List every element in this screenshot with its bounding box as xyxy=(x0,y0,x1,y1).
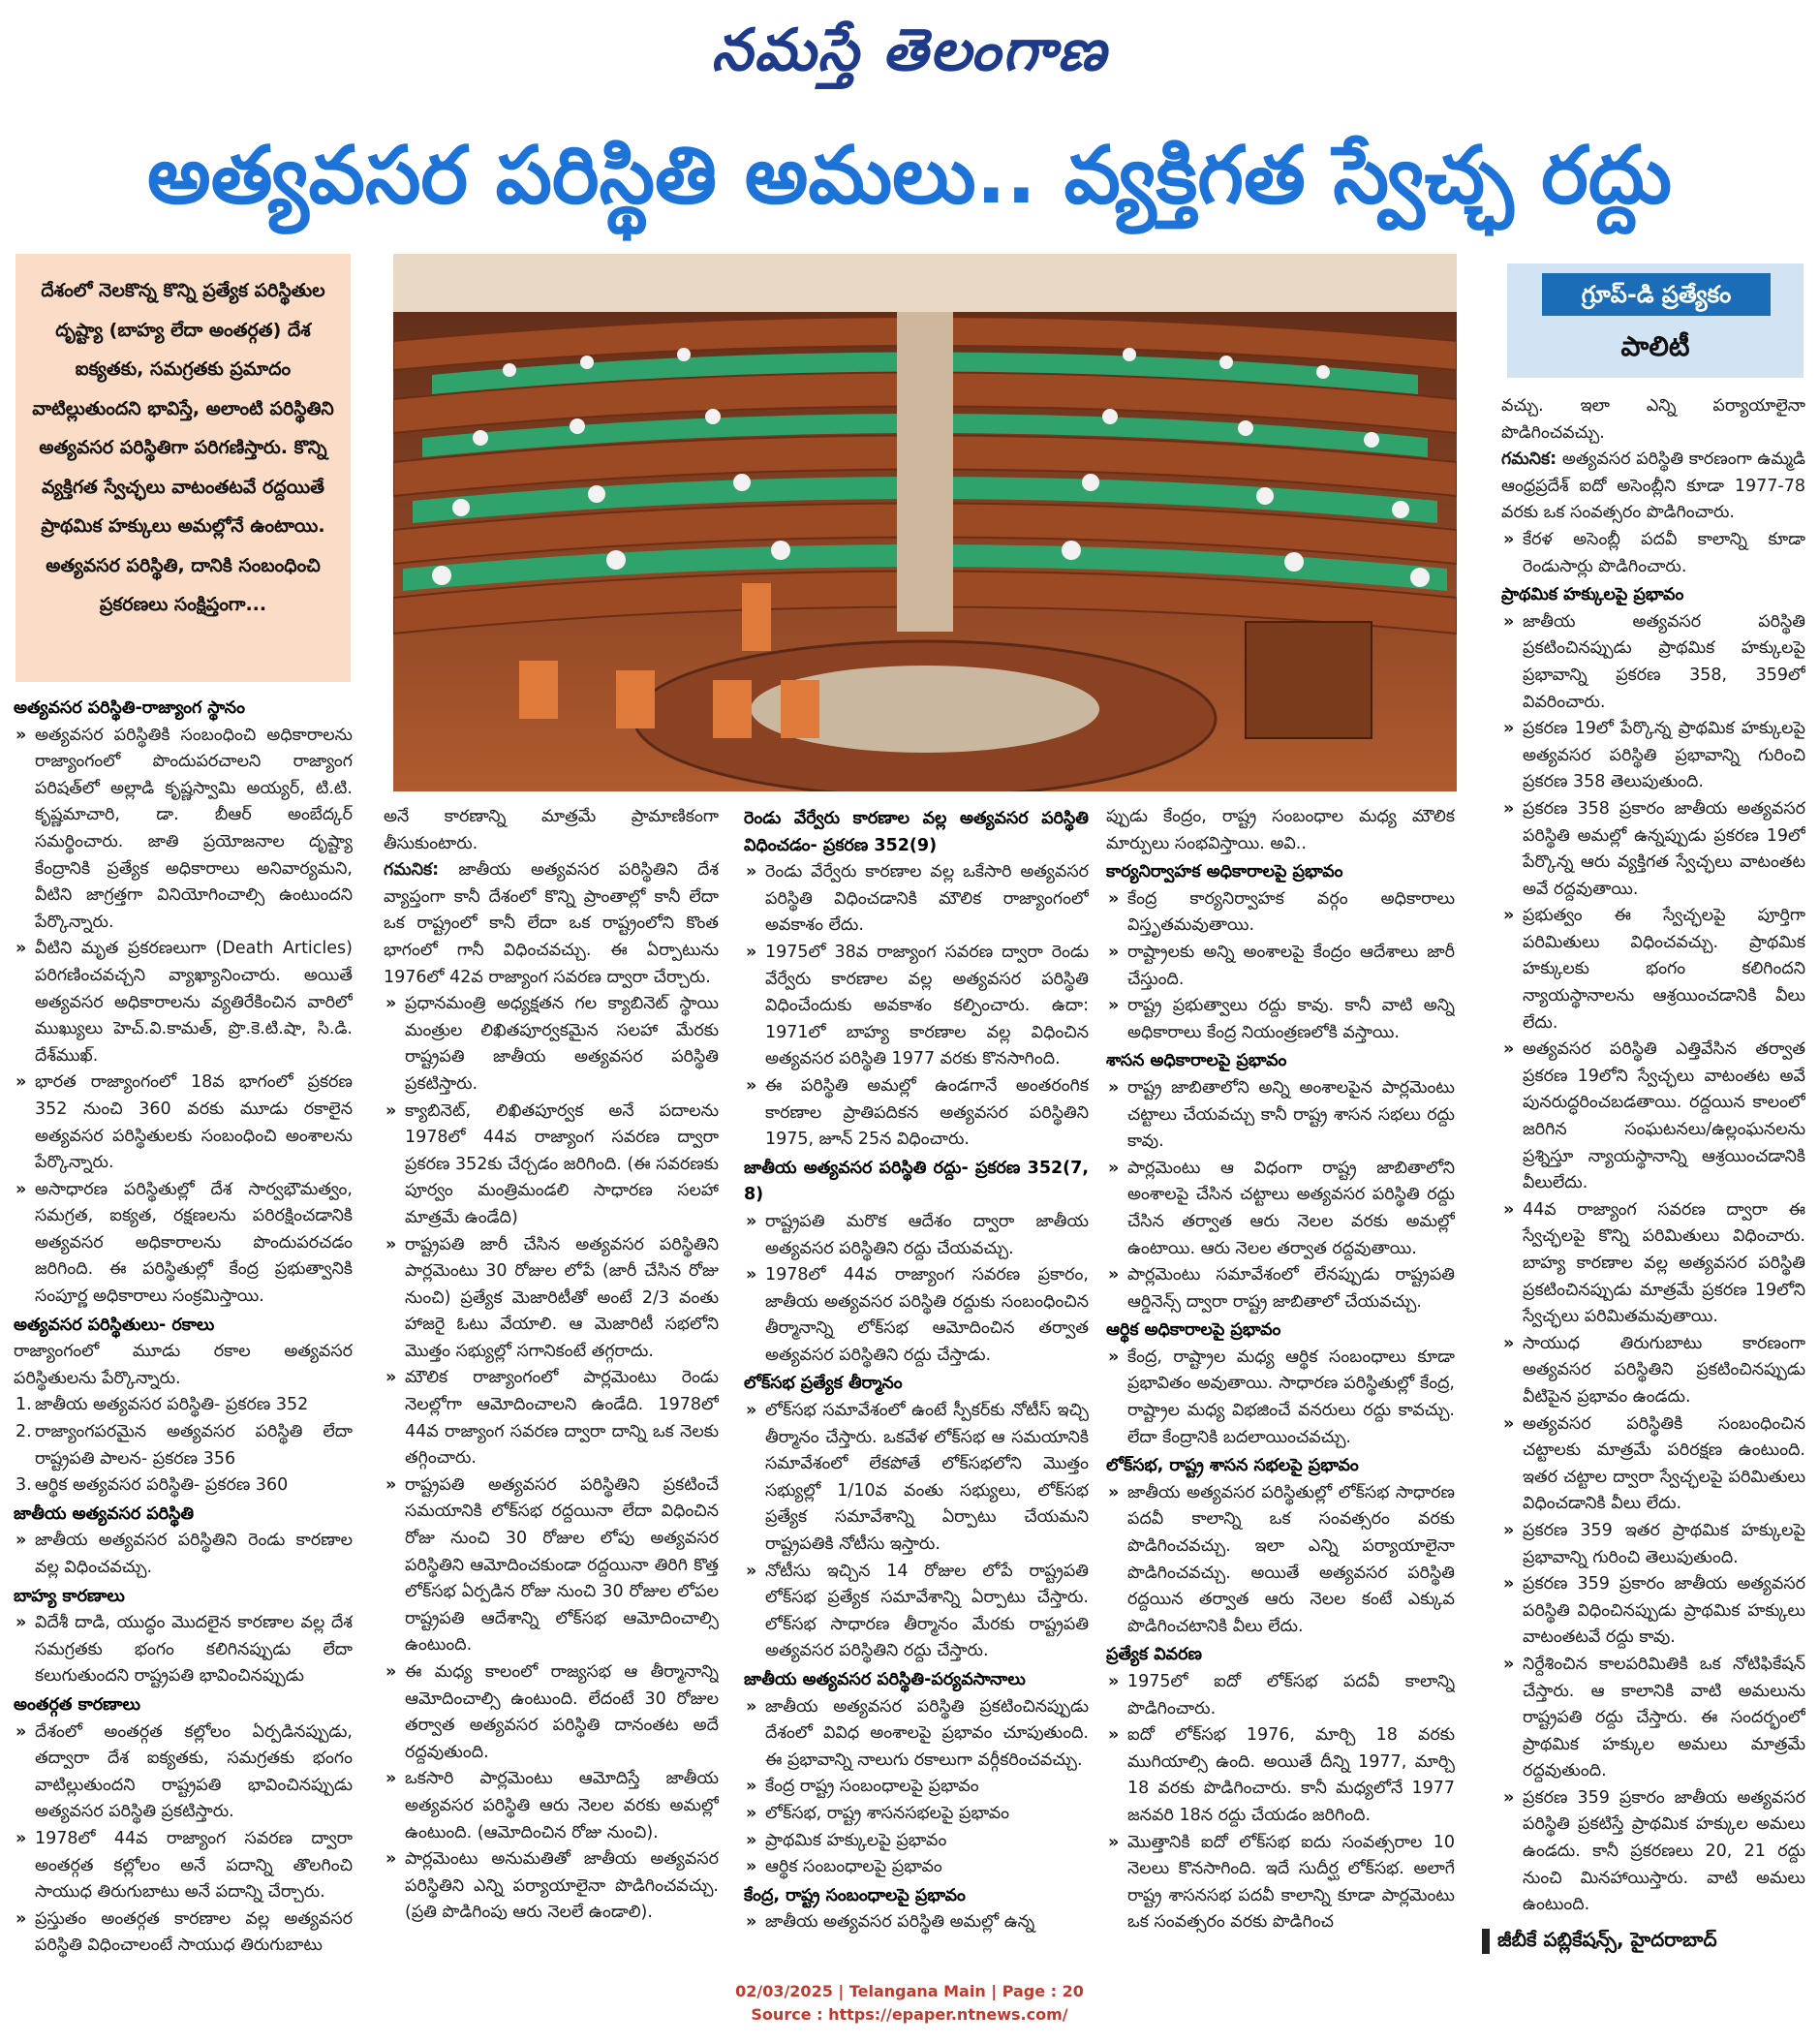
section-heading: రెండు వేర్వేరు కారణాల వల్ల అత్యవసర పరిస్థితి విధించడం- ప్రకరణ 352(9) xyxy=(744,809,1089,855)
parliament-chamber-image xyxy=(393,254,1457,791)
edition-info: 02/03/2025 | Telangana Main | Page : 20 xyxy=(735,1982,1084,2000)
bullet-paragraph: » రాష్ట్రాలకు అన్ని అంశాలపై కేంద్రం ఆదేశాలు జారీ చేస్తుంది. xyxy=(1106,940,1455,993)
bullet-paragraph: » భారత రాజ్యాంగంలో 18వ భాగంలో ప్రకరణ 352 నుంచి 360 వరకు మూడు రకాలైన అత్యవసర పరిస్థితులకు సంబంధించి అంశాలను పేర్కొన్నారు. xyxy=(14,1069,353,1176)
bullet-paragraph: » జాతీయ అత్యవసర పరిస్థితిని రెండు కారణాల వల్ల విధించవచ్చు. xyxy=(14,1528,353,1581)
section-heading: లోక్‌సభ ప్రత్యేక తీర్మానం xyxy=(744,1374,903,1394)
numbered-item xyxy=(14,1472,353,1500)
section-heading: ఆర్థిక అధికారాలపై ప్రభావం xyxy=(1106,1320,1281,1341)
item-number: 2. xyxy=(15,1422,32,1442)
numbered-item xyxy=(14,1419,353,1472)
bullet-paragraph: » ప్రభుత్వం ఈ స్వేచ్ఛలపై పూర్తిగా పరిమితులు విధించవచ్చు. ప్రాథమిక హక్కులకు భంగం కలిగిందని న్యాయస్థానాలను ఆశ్రయించడానికి వీలు లేదు. xyxy=(1501,903,1805,1037)
bullet-paragraph: » ప్రాథమిక హక్కులపై ప్రభావం xyxy=(744,1828,1089,1855)
section-subject-label: పాలిటీ xyxy=(1620,330,1690,362)
item-text: ఆర్థిక అత్యవసర పరిస్థితి- ప్రకరణ 360 xyxy=(35,1475,289,1496)
bullet-paragraph: » ఈ మధ్య కాలంలో రాజ్యసభ ఆ తీర్మానాన్ని ఆమోదించాల్సి ఉంటుంది. లేదంటే 30 రోజుల తర్వాత అత్యవసర పరిస్థితి దానంతట అదే రద్దవుతుంది. xyxy=(384,1659,719,1766)
bullet-paragraph: » ప్రకరణ 358 ప్రకారం జాతీయ అత్యవసర పరిస్థితి అమల్లో ఉన్నప్పుడు ప్రకరణ 19లో పేర్కొన్న ఆరు వ్యక్తిగత స్వేచ్ఛలు వాటంతట అవే రద్దవుతాయి. xyxy=(1501,796,1805,903)
bullet-paragraph: » ఐదో లోక్‌సభ 1976, మార్చి 18 వరకు ముగియాల్సి ఉంది. అయితే దీన్ని 1977, మార్చి 18 వరకు పొడిగించారు. కానీ మధ్యలోనే 1977 జనవరి 18న రద్దు చేయడం జరిగింది. xyxy=(1106,1722,1455,1829)
text-column-1 xyxy=(14,694,353,1977)
bullet-paragraph: » 1975లో ఐదో లోక్‌సభ పదవీ కాలాన్ని పొడిగించారు. xyxy=(1106,1669,1455,1722)
parliament-photo xyxy=(393,254,1457,791)
numbered-item xyxy=(14,1392,353,1419)
bullet-paragraph: » క్యాబినెట్, లిఖితపూర్వక అనే పదాలను 1978లో 44వ రాజ్యాంగ సవరణ ద్వారా ప్రకరణ 352కు చేర్చడం జరిగింది. (ఈ సవరణకు పూర్వం మంత్రిమండలి సాధారణ సలహా మాత్రమే ఉండేది) xyxy=(384,1099,719,1232)
bullet-paragraph: » రాష్ట్రపతి మరొక ఆదేశం ద్వారా జాతీయ అత్యవసర పరిస్థితిని రద్దు చేయవచ్చు. xyxy=(744,1209,1089,1262)
bullet-paragraph: » సాయుధ తిరుగుబాటు కారణంగా అత్యవసర పరిస్థితిని ప్రకటించినప్పుడు వీటిపైన ప్రభావం ఉండదు. xyxy=(1501,1331,1805,1411)
section-heading: కార్యనిర్వాహక అధికారాలపై ప్రభావం xyxy=(1106,862,1343,883)
text-column-4 xyxy=(1106,804,1455,1977)
bullet-paragraph: » ప్రకరణ 359 ప్రకారం జాతీయ అత్యవసర పరిస్థితి ప్రకటిస్తే ప్రాథమిక హక్కుల అమలు ఉండదు. కానీ ప్రకరణలు 20, 21 రద్దు నుంచి మినహాయిస్తారు. వాటి అమలు ఉంటుంది. xyxy=(1501,1785,1805,1916)
item-text: రాజ్యాంగపరమైన అత్యవసర పరిస్థితి లేదా రాష్ట్రపతి పాలన- ప్రకరణ 356 xyxy=(35,1422,353,1469)
section-heading: అంతర్గత కారణాలు xyxy=(14,1694,140,1715)
note-text: జాతీయ అత్యవసర పరిస్థితిని దేశ వ్యాప్తంగా కానీ దేశంలో కొన్ని ప్రాంతాల్లో కానీ లేదా ఒక రాష్ట్రంలో కానీ లేదా ఒక రాష్ట్రంలోని కొంత భాగంలో గానీ విధించవచ్చు. ఈ ఏర్పాటును 1976లో 42వ రాజ్యాంగ సవరణ ద్వారా చేర్చారు. xyxy=(384,860,719,987)
bullet-paragraph: » నిర్దేశించిన కాలపరిమితికి ఒక నోటిఫికేషన్ చేస్తారు. ఆ కాలానికి వాటి అమలును రాష్ట్రపతి రద్దు చేస్తారు. ఈ సందర్భంలో ప్రాథమిక హక్కుల అమలు మాత్రమే రద్దవుతుంది. xyxy=(1501,1652,1805,1785)
section-heading: అత్యవసర పరిస్థితి-రాజ్యాంగ స్థానం xyxy=(14,698,245,718)
bullet-paragraph: » ఈ పరిస్థితి అమల్లో ఉండగానే అంతరంగిక కారణాల ప్రాతిపదికన అత్యవసర పరిస్థితిని 1975, జూన్ 25న విధించారు. xyxy=(744,1073,1089,1154)
bullet-paragraph: » రాష్ట్ర ప్రభుత్వాలు రద్దు కావు. కానీ వాటి అన్ని అధికారాలు కేంద్ర నియంత్రణలోకి వస్తాయి. xyxy=(1106,993,1455,1046)
bullet-paragraph: » జాతీయ అత్యవసర పరిస్థితి అమల్లో ఉన్న xyxy=(744,1909,1089,1936)
bullet-paragraph: » మౌలిక రాజ్యాంగంలో పార్లమెంటు రెండు నెలల్లోగా ఆమోదించాలని ఉండేది. 1978లో 44వ రాజ్యాంగ సవరణ ద్వారా దాన్ని ఒక నెలకు తగ్గించారు. xyxy=(384,1365,719,1471)
bullet-paragraph: » రాష్ట్రపతి అత్యవసర పరిస్థితిని ప్రకటించే సమయానికి లోక్‌సభ రద్దయినా లేదా విధించిన రోజు నుంచి 30 రోజుల లోపు అత్యవసర పరిస్థితిని ఆమోదించకుండా రద్దయినా తిరిగి కొత్త లోక్‌సభ ఏర్పడిన రోజు నుంచి 30 రోజుల లోపల రాష్ట్రపతి ఆదేశాన్ని లోక్‌సభ ఆమోదించాల్సి ఉంటుంది. xyxy=(384,1472,719,1659)
credit-bar-icon xyxy=(1482,1929,1490,1954)
section-heading: ప్రత్యేక వివరణ xyxy=(1106,1645,1202,1665)
newspaper-masthead: నమస్తే తెలంగాణ xyxy=(711,16,1108,84)
bullet-paragraph: » కేంద్ర కార్యనిర్వాహక వర్గం అధికారాలు విస్తృతమవుతాయి. xyxy=(1106,886,1455,940)
bullet-paragraph: » అత్యవసర పరిస్థితి ఎత్తివేసిన తర్వాత ప్రకరణ 19లోని స్వేచ్ఛలు వాటంతట అవే పునరుద్ధరించబడతాయి. రద్దయిన కాలంలో జరిగిన సంఘటనలు/ఉల్లంఘనలను ప్రశ్నిస్తూ న్యాయస్థానాన్ని ఆశ్రయించడానికి వీలులేదు. xyxy=(1501,1037,1805,1197)
bullet-paragraph: » ఆర్థిక సంబంధాలపై ప్రభావం xyxy=(744,1854,1089,1881)
bullet-paragraph: » ప్రకరణ 359 ప్రకారం జాతీయ అత్యవసర పరిస్థితి విధించినప్పుడు ప్రాథమిక హక్కులు వాటంతటవే రద్దు కావు. xyxy=(1501,1571,1805,1652)
section-heading: జాతీయ అత్యవసర పరిస్థితి రద్దు- ప్రకరణ 352(7, 8) xyxy=(744,1158,1089,1205)
item-number: 1. xyxy=(15,1395,32,1415)
section-heading: జాతీయ అత్యవసర పరిస్థితి-పర్యవసానాలు xyxy=(744,1670,1026,1689)
note-paragraph xyxy=(384,857,719,991)
bullet-paragraph: » నోటీసు ఇచ్చిన 14 రోజుల లోపే రాష్ట్రపతి లోక్‌సభ ప్రత్యేక సమావేశాన్ని ఏర్పాటు చేస్తారు. లోక్‌సభ సాధారణ తీర్మానం మేరకు రాష్ట్రపతి అత్యవసర పరిస్థితిని రద్దు చేస్తారు. xyxy=(744,1559,1089,1665)
bullet-paragraph: » ప్రకరణ 359 ఇతర ప్రాథమిక హక్కులపై ప్రభావాన్ని గురించి తెలుపుతుంది. xyxy=(1501,1518,1805,1571)
bullet-paragraph: » కేంద్ర, రాష్ట్రాల మధ్య ఆర్థిక సంబంధాలు కూడా ప్రభావితం అవుతాయి. సాధారణ పరిస్థితుల్లో కేంద్ర, రాష్ట్రాల మధ్య విభజించే వనరులు రద్దు కావచ్చు. లేదా కేంద్రానికి బదలాయించవచ్చు. xyxy=(1106,1345,1455,1451)
note-label: గమనిక: xyxy=(384,860,440,881)
bullet-paragraph: » ప్రస్తుతం అంతర్గత కారణాల వల్ల అత్యవసర పరిస్థితి విధించాలంటే సాయుధ తిరుగుబాటు xyxy=(14,1906,353,1960)
bullet-paragraph: » ఒకసారి పార్లమెంటు ఆమోదిస్తే జాతీయ అత్యవసర పరిస్థితి ఆరు నెలల వరకు అమల్లో ఉంటుంది. (ఆమోదించిన రోజు నుంచి). xyxy=(384,1766,719,1846)
item-text: జాతీయ అత్యవసర పరిస్థితి- ప్రకరణ 352 xyxy=(35,1395,309,1415)
section-heading: బాహ్య కారణాలు xyxy=(14,1586,125,1606)
credit-text: జీబీకే పబ్లికేషన్స్, హైదరాబాద్ xyxy=(1497,1928,1717,1951)
text-column-2 xyxy=(384,804,719,1977)
bullet-paragraph: » 1978లో 44వ రాజ్యాంగ సవరణ ప్రకారం, జాతీయ అత్యవసర పరిస్థితి రద్దుకు సంబంధించిన తీర్మానాన్ని లోక్‌సభ ఆమోదించిన తర్వాత అత్యవసర పరిస్థితిని రద్దు చేస్తాడు. xyxy=(744,1262,1089,1369)
item-number: 3. xyxy=(15,1475,32,1496)
bullet-paragraph: » జాతీయ అత్యవసర పరిస్థితుల్లో లోక్‌సభ సాధారణ పదవీ కాలాన్ని ఒక సంవత్సరం వరకు పొడిగించవచ్చు. ఇలా ఎన్ని పర్యాయాలైనా పొడిగించవచ్చు. అయితే అత్యవసర పరిస్థితి రద్దయిన తర్వాత ఆరు నెలల కంటే ఎక్కువ పొడిగించటానికి వీలు లేదు. xyxy=(1106,1480,1455,1641)
bullet-paragraph: » వీటిని మృత ప్రకరణలుగా (Death Articles) పరిగణించవచ్చని వ్యాఖ్యానించారు. అయితే అత్యవసర అధికారాలను వ్యతిరేకించిన వారిలో ముఖ్యులు హెచ్.వి.కామత్, ప్రొ.కె.టి.షా, సి.డి. దేశ్‌ముఖ్. xyxy=(14,936,353,1069)
bullet-paragraph: » అత్యవసర పరిస్థితికి సంబంధించిన చట్టాలకు మాత్రమే పరిరక్షణ ఉంటుంది. ఇతర చట్టాల ద్వారా స్వేచ్ఛలపై పరిమితులు విధించడానికి వీలు లేదు. xyxy=(1501,1411,1805,1518)
article-headline: అత్యవసర పరిస్థితి అమలు.. వ్యక్తిగత స్వేచ్ఛ రద్దు xyxy=(146,130,1673,222)
note-label: గమనిక: xyxy=(1501,449,1557,470)
bullet-paragraph: » రాష్ట్ర జాబితాలోని అన్ని అంశాలపైన పార్లమెంటు చట్టాలు చేయవచ్చు కానీ రాష్ట్ర శాసన సభలు రద్దు కావు. xyxy=(1106,1075,1455,1156)
bullet-paragraph: » కేరళ అసెంబ్లీ పదవీ కాలాన్ని కూడా రెండుసార్లు పొడిగించారు. xyxy=(1501,527,1805,580)
bullet-paragraph: » 1978లో 44వ రాజ్యాంగ సవరణ ద్వారా అంతర్గత కల్లోలం అనే పదాన్ని తొలగించి సాయుధ తిరుగుబాటు అనే పదాన్ని చేర్చారు. xyxy=(14,1826,353,1906)
bullet-paragraph: » మొత్తానికి ఐదో లోక్‌సభ ఐదు సంవత్సరాల 10 నెలలు కొనసాగింది. ఇదే సుదీర్ఘ లోక్‌సభ. అలాగే రాష్ట్ర శాసనసభ పదవీ కాలాన్ని కూడా పార్లమెంటు ఒక సంవత్సరం వరకు పొడిగించ xyxy=(1106,1830,1455,1936)
section-tag-label: గ్రూప్-డి ప్రత్యేకం xyxy=(1542,273,1771,316)
bullet-paragraph: » లోక్‌సభ, రాష్ట్ర శాసనసభలపై ప్రభావం xyxy=(744,1801,1089,1828)
bullet-paragraph: » దేశంలో అంతర్గత కల్లోలం ఏర్పడినప్పుడు, తద్వారా దేశ ఐక్యతకు, సమగ్రతకు భంగం వాటిల్లుతుందని రాష్ట్రపతి భావించినప్పుడు అత్యవసర పరిస్థితి ప్రకటిస్తారు. xyxy=(14,1719,353,1826)
paragraph: రాజ్యాంగంలో మూడు రకాల అత్యవసర పరిస్థితులను పేర్కొన్నారు. xyxy=(14,1342,353,1388)
page-footer xyxy=(0,1980,1819,2036)
section-heading: కేంద్ర, రాష్ట్ర సంబంధాలపై ప్రభావం xyxy=(744,1885,966,1905)
section-tag-box xyxy=(1507,263,1804,378)
paragraph: అనే కారణాన్ని మాత్రమే ప్రామాణికంగా తీసుకుంటారు. xyxy=(384,807,719,853)
paragraph: వచ్చు. ఇలా ఎన్ని పర్యాయాలైనా పొడిగించవచ్చు. xyxy=(1501,396,1805,443)
bullet-paragraph: » 1975లో 38వ రాజ్యాంగ సవరణ ద్వారా రెండు వేర్వేరు కారణాల వల్ల అత్యవసర పరిస్థితి విధించేందుకు అవకాశం కల్పించారు. ఉదా: 1971లో బాహ్య కారణాల వల్ల విధించిన అత్యవసర పరిస్థితి 1977 వరకు కొనసాగింది. xyxy=(744,940,1089,1073)
bullet-paragraph: » అసాధారణ పరిస్థితుల్లో దేశ సార్వభౌమత్వం, సమగ్రత, ఐక్యత, రక్షణలను పరిరక్షించడానికి అత్యవసర అధికారాలను పొందుపరచడం జరిగింది. ఈ పరిస్థితుల్లో కేంద్ర ప్రభుత్వానికి సంపూర్ణ అధికారాలు సంక్రమిస్తాయి. xyxy=(14,1177,353,1311)
bullet-paragraph: » ప్రధానమంత్రి అధ్యక్షతన గల క్యాబినెట్ స్థాయి మంత్రుల లిఖితపూర్వకమైన సలహా మేరకు రాష్ట్రపతి జాతీయ అత్యవసర పరిస్థితి ప్రకటిస్తారు. xyxy=(384,991,719,1098)
section-heading: లోక్‌సభ, రాష్ట్ర శాసన సభలపై ప్రభావం xyxy=(1106,1456,1359,1476)
bullet-paragraph: » రెండు వేర్వేరు కారణాల వల్ల ఒకేసారి అత్యవసర పరిస్థితి విధించడానికి మౌలిక రాజ్యాంగంలో అవకాశం లేదు. xyxy=(744,859,1089,940)
bullet-paragraph: » జాతీయ అత్యవసర పరిస్థితి ప్రకటించినప్పుడు ప్రాథమిక హక్కులపై ప్రభావాన్ని ప్రకరణ 358, 359లో వివరించారు. xyxy=(1501,609,1805,716)
section-heading: శాసన అధికారాలపై ప్రభావం xyxy=(1106,1051,1287,1071)
author-credit xyxy=(1482,1922,1782,1957)
bullet-paragraph: » రాష్ట్రపతి జారీ చేసిన అత్యవసర పరిస్థితిని పార్లమెంటు 30 రోజుల లోపే (జారీ చేసిన రోజు నుంచి) ప్రత్యేక మెజారిటీతో అంటే 2/3 వంతు హాజరై ఓటు వేయాలి. ఆ మెజారిటీ సభలోని మొత్తం సభ్యుల్లో సగానికంటే తగ్గరాదు. xyxy=(384,1232,719,1366)
bullet-paragraph: » పార్లమెంటు ఆ విధంగా రాష్ట్ర జాబితాలోని అంశాలపై చేసిన చట్టాలు అత్యవసర పరిస్థితి రద్దు చేసిన తర్వాత ఆరు నెలల వరకు అమల్లో ఉంటాయి. ఆరు నెలల తర్వాత రద్దవుతాయి. xyxy=(1106,1156,1455,1262)
text-column-5 xyxy=(1501,393,1805,1916)
bullet-paragraph: » పార్లమెంటు సమావేశంలో లేనప్పుడు రాష్ట్రపతి ఆర్డినెన్స్ ద్వారా రాష్ట్ర జాబితాలో చేయవచ్చు. xyxy=(1106,1262,1455,1316)
intro-box: దేశంలో నెలకొన్న కొన్ని ప్రత్యేక పరిస్థితుల దృష్ట్యా (బాహ్య లేదా అంతర్గత) దేశ ఐక్యతకు, సమగ్రతకు ప్రమాదం వాటిల్లుతుందని భావిస్తే, అలాంటి పరిస్థితిని అత్యవసర పరిస్థితిగా పరిగణిస్తారు. కొన్ని వ్యక్తిగత స్వేచ్ఛలు వాటంతటవే రద్దయితే ప్రాథమిక హక్కులు అమల్లోనే ఉంటాయి. అత్యవసర పరిస్థితి, దానికి సంబంధించి ప్రకరణలు సంక్షిప్తంగా... xyxy=(15,254,351,682)
bullet-paragraph: » పార్లమెంటు అనుమతితో జాతీయ అత్యవసర పరిస్థితిని ఎన్ని పర్యాయాలైనా పొడిగించవచ్చు. (ప్రతి పొడిగింపు ఆరు నెలలే ఉండాలి). xyxy=(384,1846,719,1927)
bullet-paragraph: » విదేశీ దాడి, యుద్ధం మొదలైన కారణాల వల్ల దేశ సమగ్రతకు భంగం కలిగినప్పుడు లేదా కలుగుతుందని రాష్ట్రపతి భావించినప్పుడు xyxy=(14,1610,353,1690)
section-heading: ప్రాథమిక హక్కులపై ప్రభావం xyxy=(1501,585,1684,605)
bullet-paragraph: » ప్రకరణ 19లో పేర్కొన్న ప్రాథమిక హక్కులపై అత్యవసర పరిస్థితి ప్రభావాన్ని గురించి ప్రకరణ 358 తెలుపుతుంది. xyxy=(1501,716,1805,796)
bullet-paragraph: » లోక్‌సభ సమావేశంలో ఉంటే స్పీకర్‌కు నోటీస్ ఇచ్చి తీర్మానం చేస్తారు. ఒకవేళ లోక్‌సభ ఆ సమయానికి సమావేశంలో లేకపోతే లోక్‌సభలోని మొత్తం సభ్యుల్లో 1/10వ వంతు సభ్యులు, లోక్‌సభ ప్రత్యేక సమావేశాన్ని ఏర్పాటు చేయమని రాష్ట్రపతికి నోటీసు ఇస్తారు. xyxy=(744,1398,1089,1559)
bullet-paragraph: » జాతీయ అత్యవసర పరిస్థితి ప్రకటించినప్పుడు దేశంలో వివిధ అంశాలపై ప్రభావం చూపుతుంది. ఈ ప్రభావాన్ని నాలుగు రకాలుగా వర్గీకరించవచ్చు. xyxy=(744,1694,1089,1775)
section-heading: అత్యవసర పరిస్థితులు- రకాలు xyxy=(14,1315,215,1335)
text-column-3 xyxy=(744,804,1089,1977)
note-text: అత్యవసర పరిస్థితి కారణంగా ఉమ్మడి ఆంధ్రప్రదేశ్ ఐదో అసెంబ్లీని కూడా 1977-78 వరకు ఒక సంవత్సరం పొడిగించారు. xyxy=(1501,449,1805,523)
bullet-paragraph: » 44వ రాజ్యాంగ సవరణ ద్వారా ఈ స్వేచ్ఛలపై కొన్ని పరిమితులు విధించారు. బాహ్య కారణాల వల్ల అత్యవసర పరిస్థితి ప్రకటించినప్పుడు మాత్రమే ప్రకరణ 19లోని స్వేచ్ఛలు పరిమితమవుతాయి. xyxy=(1501,1197,1805,1331)
source-link[interactable]: Source : https://epaper.ntnews.com/ xyxy=(751,2005,1068,2024)
paragraph: ప్పుడు కేంద్రం, రాష్ట్ర సంబంధాల మధ్య మౌలిక మార్పులు సంభవిస్తాయి. అవి.. xyxy=(1106,807,1455,853)
bullet-paragraph: » కేంద్ర రాష్ట్ర సంబంధాలపై ప్రభావం xyxy=(744,1774,1089,1801)
note-paragraph xyxy=(1501,447,1805,527)
bullet-paragraph: » అత్యవసర పరిస్థితికి సంబంధించి అధికారాలను రాజ్యాంగంలో పొందుపరచాలని రాజ్యాంగ పరిషత్‌లో అల్లాడి కృష్ణస్వామి అయ్యర్, టి.టి. కృష్ణమాచారి, డా. బీఆర్ అంబేద్కర్ సమర్థించారు. జాతి ప్రయోజనాల దృష్ట్యా కేంద్రానికి ప్రత్యేక అధికారాలు అనివార్యమని, వీటిని జాగ్రత్తగా వినియోగించాల్సి ఉంటుందని పేర్కొన్నారు. xyxy=(14,723,353,937)
section-heading: జాతీయ అత్యవసర పరిస్థితి xyxy=(14,1503,195,1524)
